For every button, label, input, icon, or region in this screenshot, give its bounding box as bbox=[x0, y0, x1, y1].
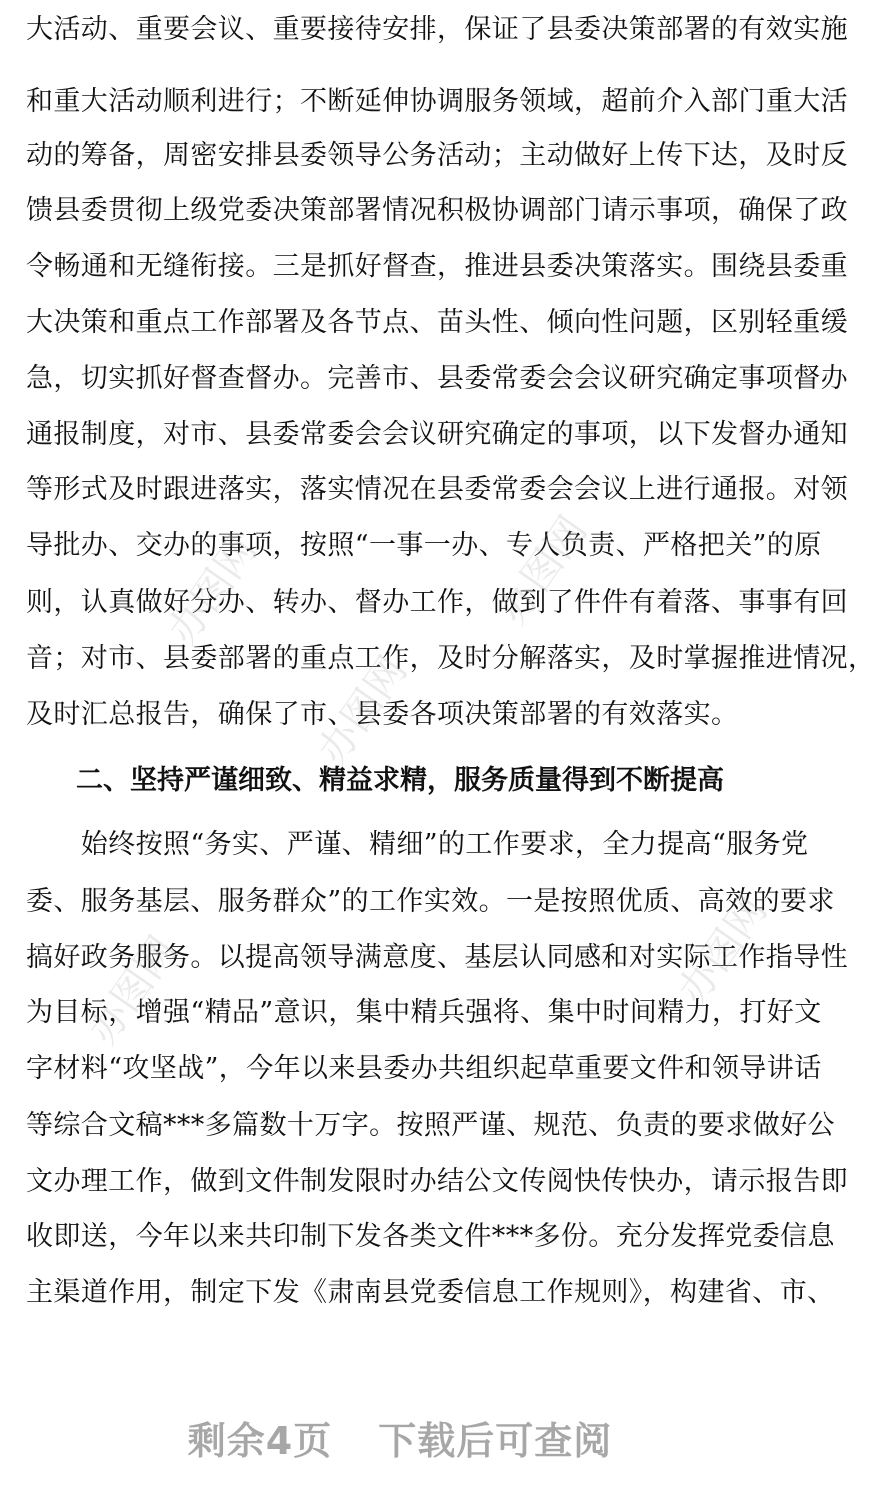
paragraph-line: 文办理工作，做到文件制发限时办结公文传阅快传快办，请示报告即 bbox=[26, 1166, 848, 1197]
watermark: 办图网 bbox=[159, 528, 267, 653]
paragraph-line: 馈县委贯彻上级党委决策部署情况积极协调部门请示事项，确保了政 bbox=[26, 195, 848, 226]
paragraph-line: 始终按照“务实、严谨、精细”的工作要求，全力提高“服务党 bbox=[26, 829, 809, 860]
remaining-pages-label[interactable]: 剩余4页 bbox=[187, 1419, 333, 1463]
paragraph-line: 动的筹备，周密安排县委领导公务活动；主动做好上传下达，及时反 bbox=[26, 140, 848, 171]
paragraph-line: 等形式及时跟进落实，落实情况在县委常委会会议上进行通报。对领 bbox=[26, 474, 848, 505]
paragraph-line: 等综合文稿***多篇数十万字。按照严谨、规范、负责的要求做好公 bbox=[26, 1110, 835, 1141]
watermark: 办图网 bbox=[669, 888, 777, 1013]
paragraph-line: 令畅通和无缝衔接。三是抓好督查，推进县委决策落实。围绕县委重 bbox=[26, 251, 848, 282]
download-prompt[interactable] bbox=[0, 1410, 800, 1465]
paragraph-line: 急，切实抓好督查督办。完善市、县委常委会会议研究确定事项督办 bbox=[26, 363, 848, 394]
paragraph-line: 收即送，今年以来共印制下发各类文件***多份。充分发挥党委信息 bbox=[26, 1221, 835, 1252]
watermark: 办图网 bbox=[489, 508, 597, 633]
paragraph-line: 委、服务基层、服务群众”的工作实效。一是按照优质、高效的要求 bbox=[26, 886, 835, 917]
watermark: 办图网 bbox=[79, 928, 187, 1053]
paragraph-line: 导批办、交办的事项，按照“一事一办、专人负责、严格把关”的原 bbox=[26, 530, 822, 561]
paragraph-line: 搞好政务服务。以提高领导满意度、基层认同感和对实际工作指导性 bbox=[26, 942, 848, 973]
watermark: 办图网 bbox=[309, 648, 417, 773]
paragraph-line: 通报制度，对市、县委常委会会议研究确定的事项，以下发督办通知 bbox=[26, 419, 848, 450]
paragraph-line: 及时汇总报告，确保了市、县委各项决策部署的有效落实。 bbox=[26, 699, 739, 730]
paragraph-line: 则，认真做好分办、转办、督办工作，做到了件件有着落、事事有回 bbox=[26, 587, 848, 618]
paragraph-line: 字材料“攻坚战”，今年以来县委办共组织起草重要文件和领导讲话 bbox=[26, 1053, 822, 1084]
paragraph-line: 主渠道作用，制定下发《肃南县党委信息工作规则》，构建省、市、 bbox=[26, 1277, 835, 1308]
paragraph-line: 为目标，增强“精品”意识，集中精兵强将、集中时间精力，打好文 bbox=[26, 997, 822, 1028]
paragraph-line: 和重大活动顺利进行；不断延伸协调服务领域，超前介入部门重大活 bbox=[26, 86, 848, 117]
paragraph-line: 大活动、重要会议、重要接待安排，保证了县委决策部署的有效实施 bbox=[26, 14, 848, 45]
paragraph-line: 大决策和重点工作部署及各节点、苗头性、倾向性问题，区别轻重缓 bbox=[26, 307, 848, 338]
section-heading: 二、坚持严谨细致、精益求精，服务质量得到不断提高 bbox=[76, 765, 724, 796]
download-to-view-label[interactable]: 下载后可查阅 bbox=[378, 1419, 613, 1463]
paragraph-line: 音；对市、县委部署的重点工作，及时分解落实，及时掌握推进情况， bbox=[26, 643, 875, 674]
